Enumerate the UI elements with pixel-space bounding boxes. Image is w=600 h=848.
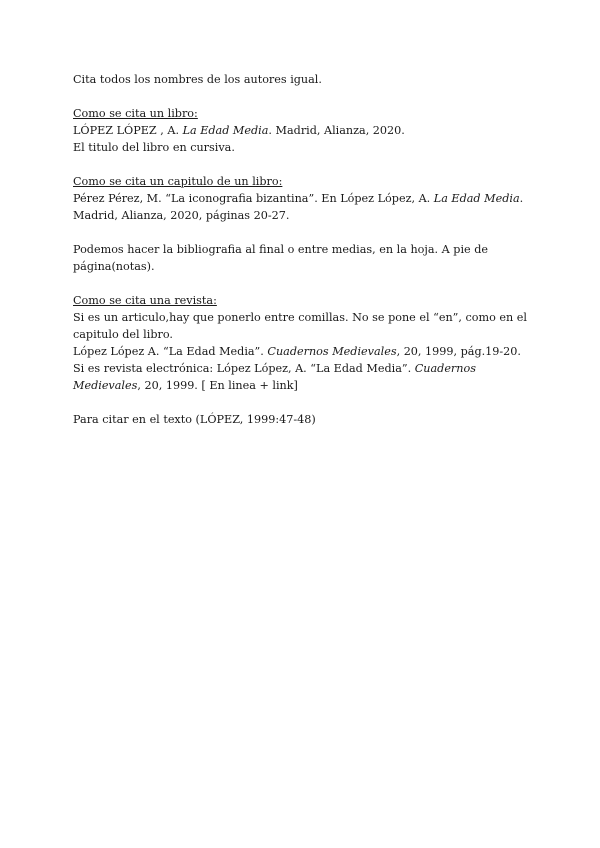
electronic-ref-rest: , 20, 1999. [ En linea + link] (137, 379, 298, 392)
chapter-reference (73, 190, 533, 224)
bibliography-note: Podemos hacer la bibliografia al final o entre medias, en la hoja. A pie de página(notas). (73, 243, 488, 273)
journal-ref-name: Cuadernos Medievales (267, 345, 397, 358)
chapter-ref-title: La Edad Media (433, 192, 520, 205)
journal-heading: Como se cita una revista: (73, 294, 217, 307)
journal-note: Si es un articulo,hay que ponerlo entre comillas. No se pone el “en”, como en el capitulo del libro. (73, 311, 527, 341)
book-reference (73, 122, 533, 139)
journal-ref-rest: , 20, 1999, pág.19-20. (396, 345, 521, 358)
chapter-heading: Como se cita un capitulo de un libro: (73, 175, 283, 188)
document-page (73, 71, 533, 428)
book-heading: Como se cita un libro: (73, 107, 198, 120)
book-ref-author: LÓPEZ LÓPEZ , A. (73, 124, 183, 137)
spacer (73, 88, 533, 105)
chapter-ref-start: Pérez Pérez, M. “La iconografia bizantina”. En López López, A. (73, 192, 434, 205)
journal-ref-start: López López A. “La Edad Media”. (73, 345, 268, 358)
spacer (73, 275, 533, 292)
journal-reference (73, 343, 533, 360)
electronic-ref-name: Cuadernos Medievales (73, 362, 476, 392)
electronic-ref-start: Si es revista electrónica: López López, A. “La Edad Media”. (73, 362, 415, 375)
book-ref-title: La Edad Media (182, 124, 269, 137)
intro-text: Cita todos los nombres de los autores igual. (73, 73, 322, 86)
electronic-journal-reference (73, 360, 533, 394)
chapter-ref-rest: . Madrid, Alianza, 2020, páginas 20-27. (73, 192, 524, 222)
spacer (73, 224, 533, 241)
spacer (73, 394, 533, 411)
spacer (73, 156, 533, 173)
in-text-citation: Para citar en el texto (LÓPEZ, 1999:47-48) (73, 413, 316, 426)
book-ref-rest: . Madrid, Alianza, 2020. (268, 124, 405, 137)
book-note: El titulo del libro en cursiva. (73, 141, 235, 154)
